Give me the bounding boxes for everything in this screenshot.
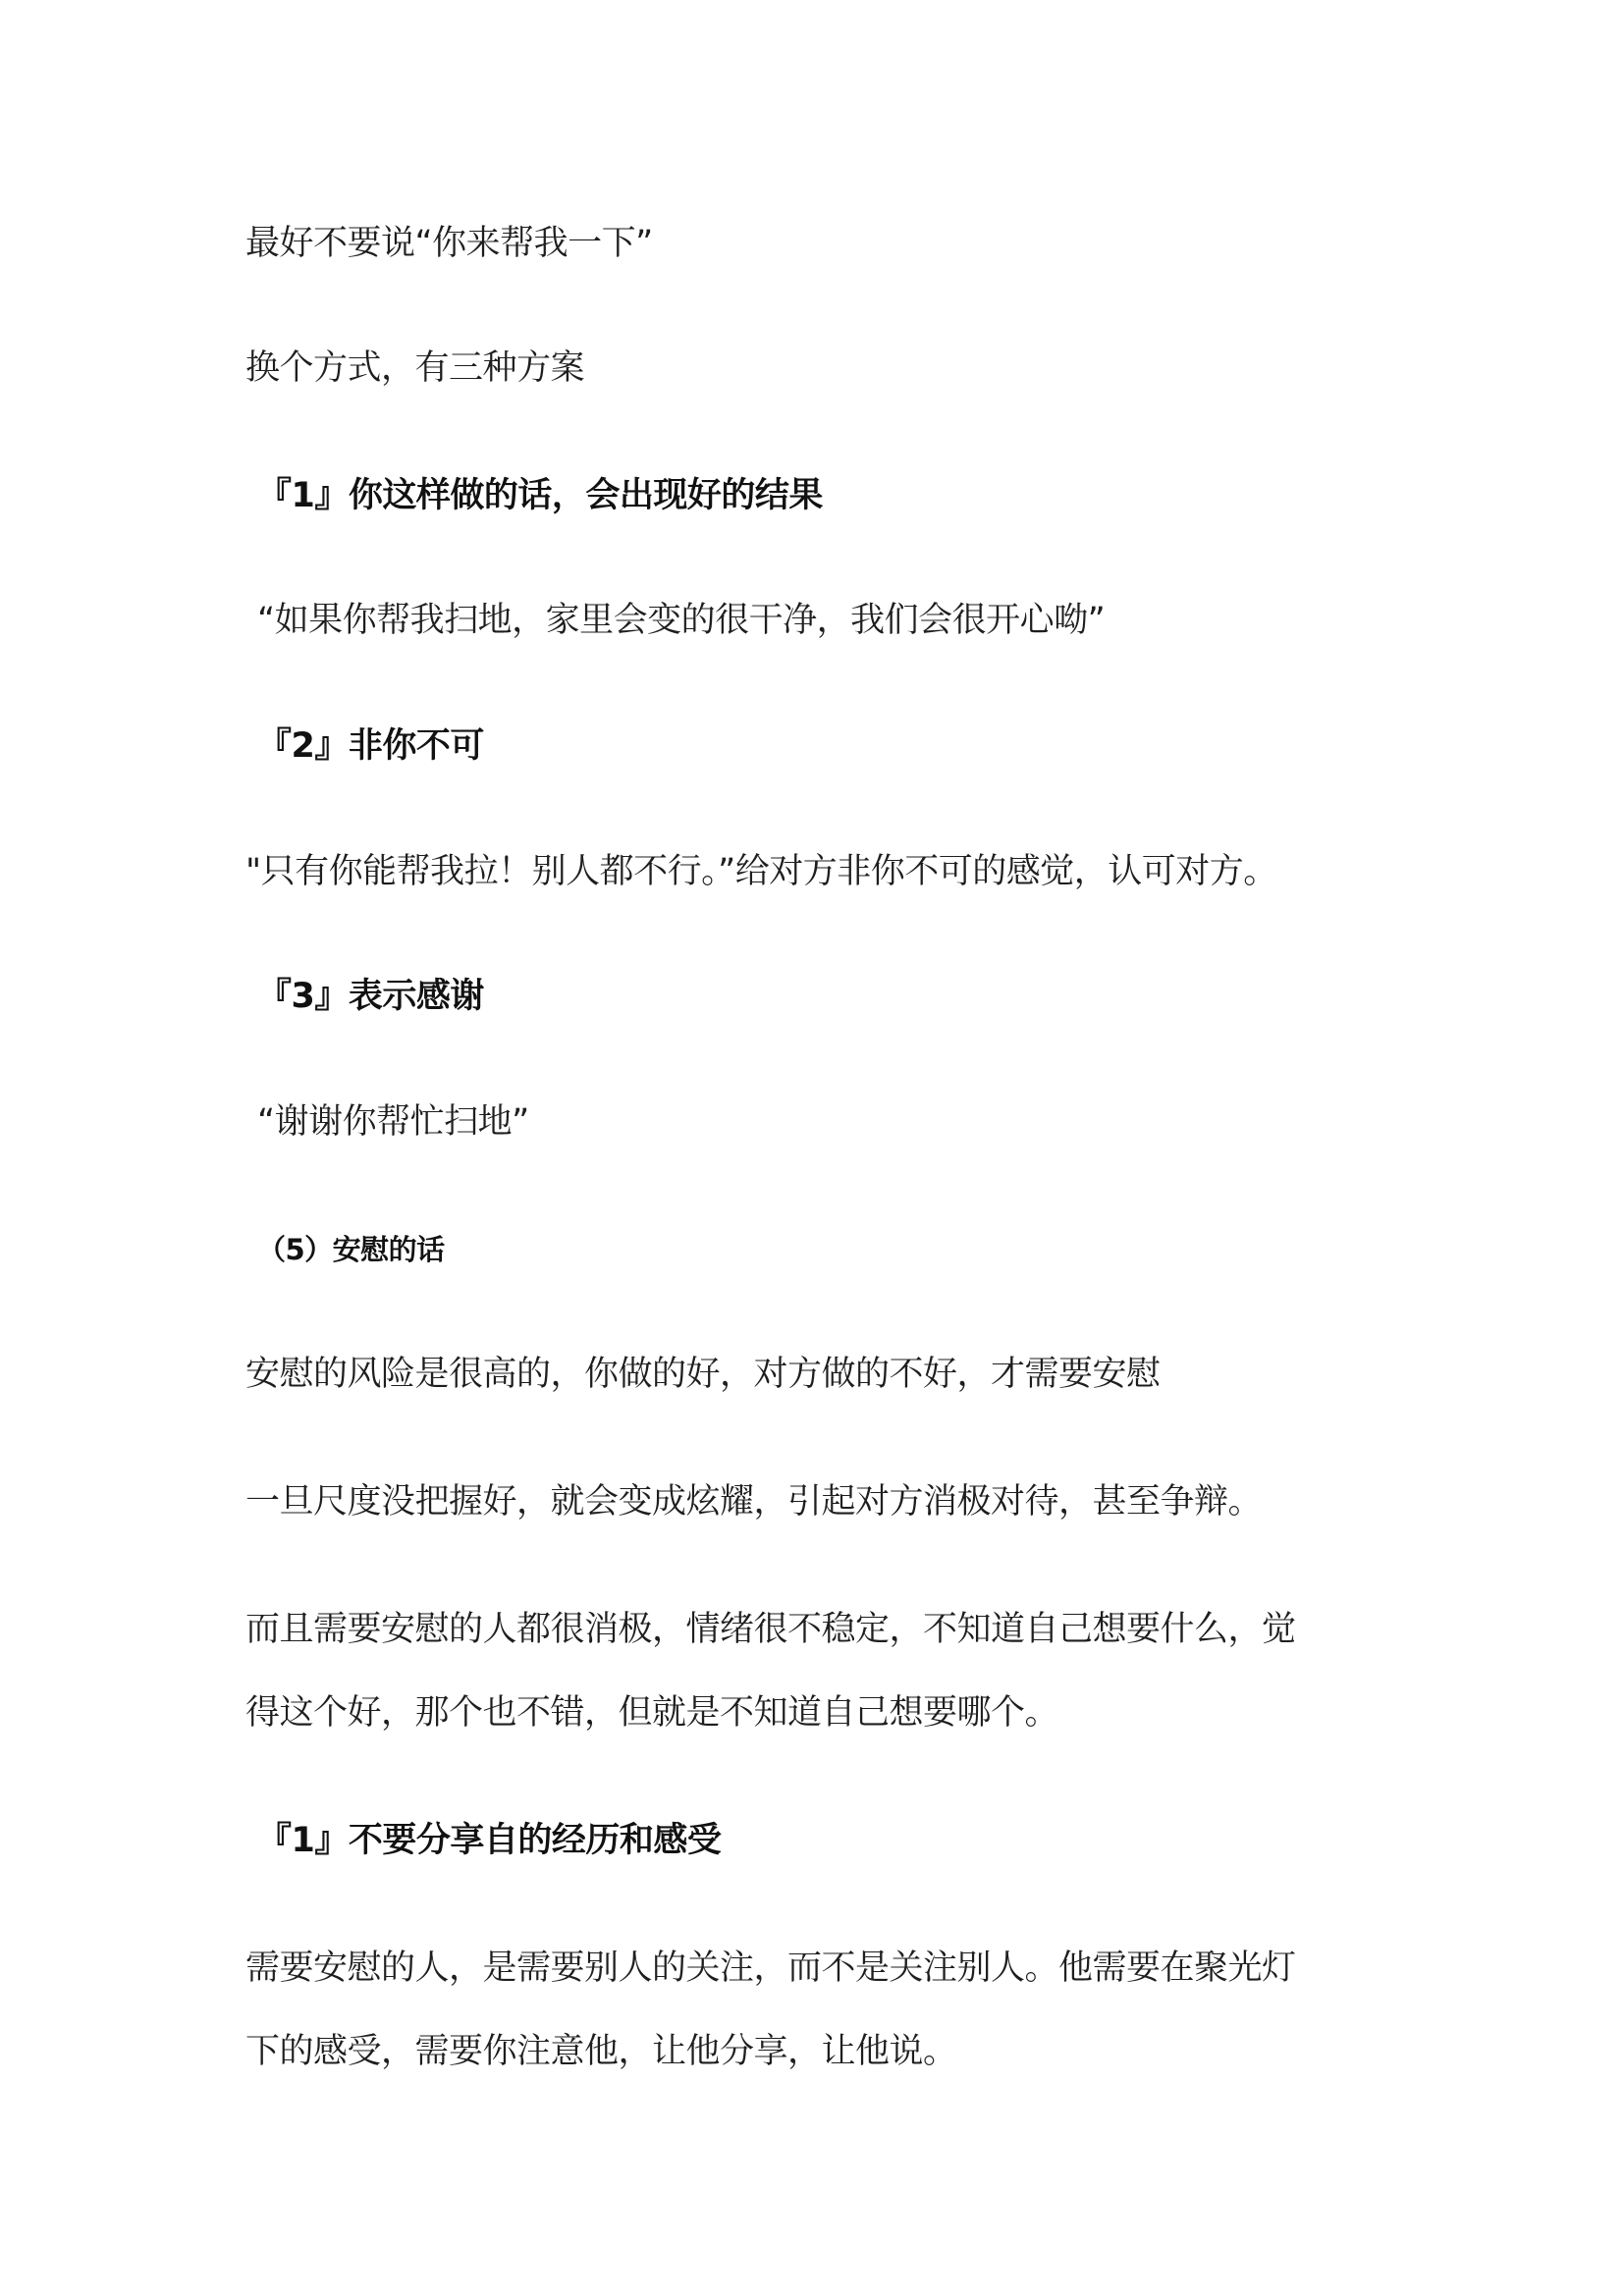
paragraph-attention-line-1: 需要安慰的人，是需要别人的关注，而不是关注别人。他需要在聚光灯 [245, 1949, 1296, 1988]
heading-option-1-good-result: 『1』你这样做的话，会出现好的结果 [257, 476, 823, 515]
heading-option-2-only-you: 『2』非你不可 [257, 726, 484, 766]
paragraph-intro: 最好不要说“你来帮我一下” [245, 224, 653, 263]
heading-option-3-thanks: 『3』表示感谢 [257, 977, 484, 1016]
paragraph-attention-line-2: 下的感受，需要你注意他，让他分享，让他说。 [245, 2032, 957, 2071]
quote-sweep-floor: “如果你帮我扫地，家里会变的很干净，我们会很开心呦” [257, 601, 1106, 640]
paragraph-three-options: 换个方式，有三种方案 [245, 348, 585, 388]
quote-thanks: “谢谢你帮忙扫地” [257, 1102, 529, 1142]
paragraph-negative-line-1: 而且需要安慰的人都很消极，情绪很不稳定，不知道自己想要什么，觉 [245, 1610, 1296, 1649]
paragraph-comfort-risk: 安慰的风险是很高的，你做的好，对方做的不好，才需要安慰 [245, 1355, 1161, 1394]
paragraph-only-you: "只有你能帮我拉！别人都不行。”给对方非你不可的感觉，认可对方。 [245, 852, 1277, 891]
heading-dont-share-experience: 『1』不要分享自的经历和感受 [257, 1821, 722, 1860]
paragraph-negative-line-2: 得这个好，那个也不错，但就是不知道自己想要哪个。 [245, 1693, 1059, 1733]
section-heading-comfort: （5）安慰的话 [257, 1233, 445, 1266]
paragraph-showing-off: 一旦尺度没把握好，就会变成炫耀，引起对方消极对待，甚至争辩。 [245, 1482, 1263, 1522]
